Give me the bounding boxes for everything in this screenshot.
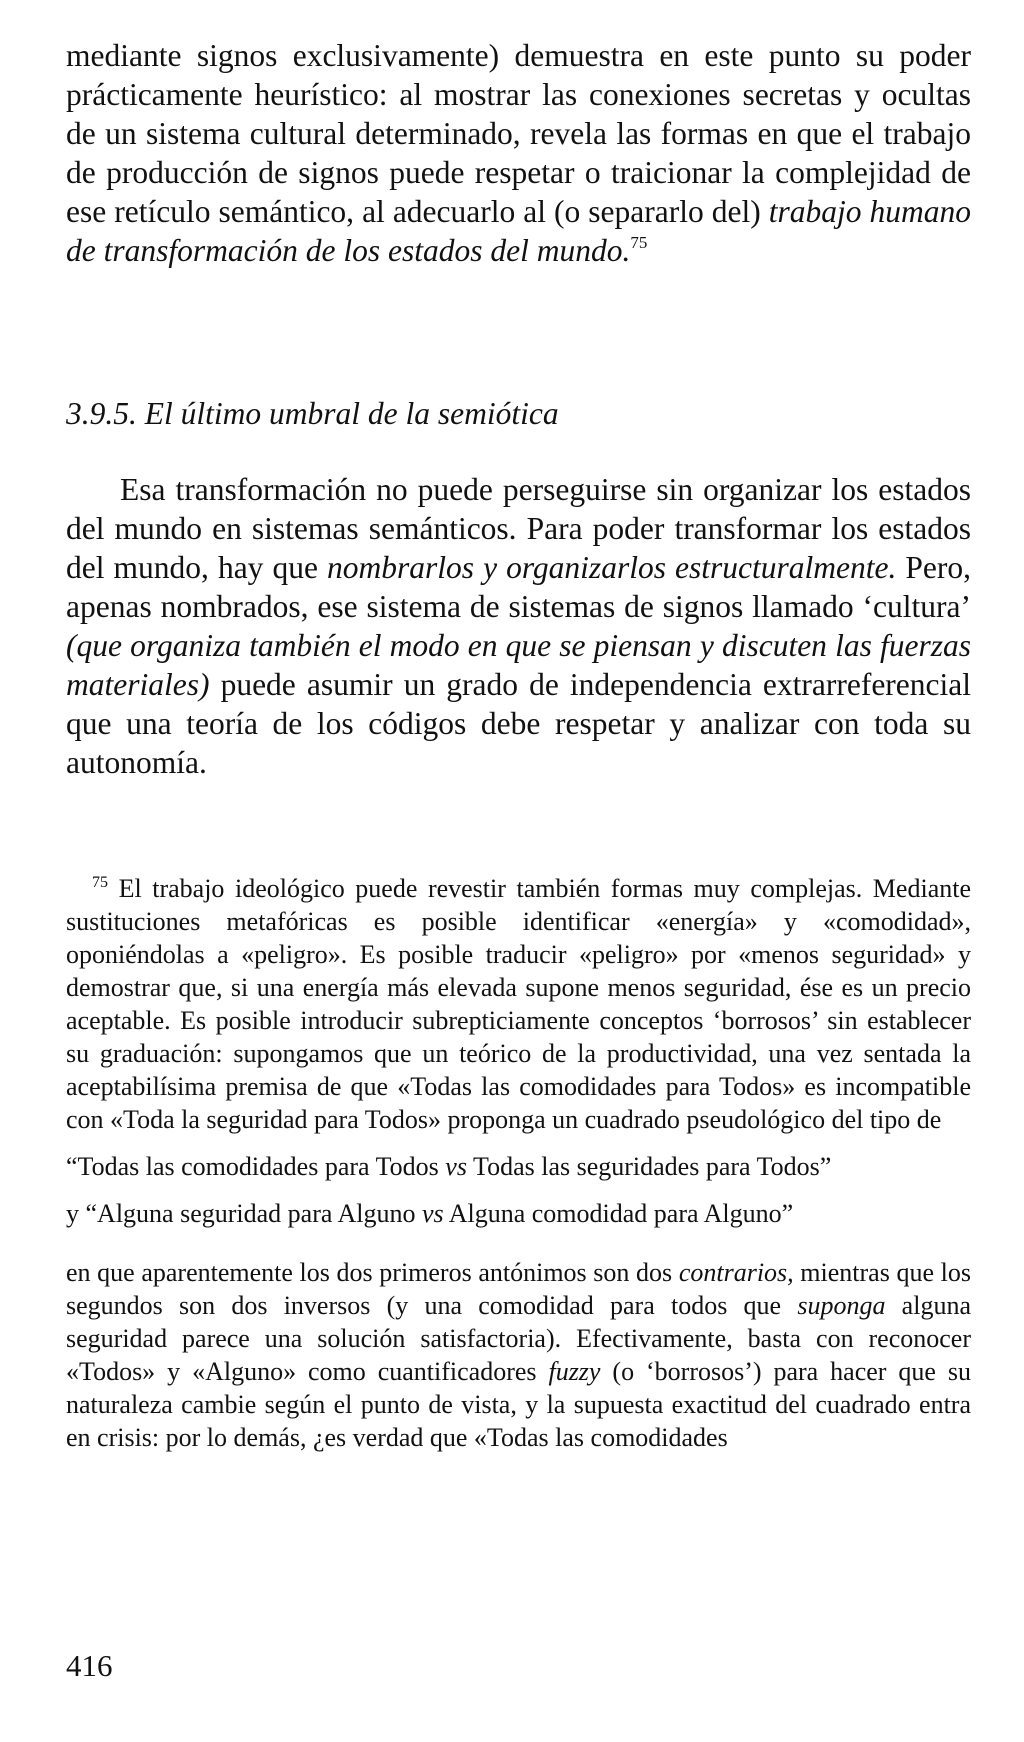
paragraph-text: Pero, apenas nombrados, ese sistema de sistemas de signos llamado ‘cultura’ xyxy=(66,550,971,624)
paragraph-italic-text: trabajo humano de transformación de los estados del mundo. xyxy=(66,194,971,268)
footnote-number: 75 xyxy=(92,874,108,891)
paragraph-text: Esa transformación no puede perseguirse sin organizar los estados del mundo en sistemas semánticos. Para poder transformar los estados del mundo, hay que xyxy=(66,472,971,585)
footnote-reference[interactable]: 75 xyxy=(630,233,648,252)
footnote-text xyxy=(66,872,971,1136)
footnote-quote-2: y “Alguna seguridad para Alguno vs Alguna comodidad para Alguno” xyxy=(66,1199,794,1228)
footnote xyxy=(66,872,971,1454)
paragraph-text: mediante signos exclusivamente) demuestra en este punto su poder prácticamente heurístico: al mostrar las conexiones secretas y ocultas de un sistema cultural determinado, revela las formas en que el trabajo de producción de signos puede respetar o traicionar la complejidad de ese retículo semántico, al adecuarlo al (o separarlo del) xyxy=(66,38,971,229)
paragraph-continued xyxy=(66,36,971,270)
footnote-body: El trabajo ideológico puede revestir también formas muy complejas. Mediante sustituciones metafóricas es posible identificar «energía» y «comodidad», oponiéndolas a «peligro». Es posible traducir «peligro» por «menos seguridad» y demostrar que, si una energía más elevada supone menos seguridad, ése es un precio aceptable. Es posible introducir subrepticiamente conceptos ‘borrosos’ sin establecer su graduación: supongamos que un teórico de la productividad, una vez sentada la aceptabilísima premisa de que «Todas las comodidades para Todos» es incompatible con «Toda la seguridad para Todos» proponga un cuadrado pseudológico del tipo de xyxy=(66,874,971,1134)
section-heading: 3.9.5. El último umbral de la semiótica xyxy=(66,396,559,431)
paragraph-text: puede asumir un grado de independencia extrarreferencial que una teoría de los códigos debe respetar y analizar con toda su autonomía. xyxy=(66,667,971,780)
paragraph-italic-text: (que organiza también el modo en que se piensan y discuten las fuerzas materiales) xyxy=(66,628,971,702)
paragraph-italic-text: nombrarlos y organizarlos estructuralmente. xyxy=(327,550,897,585)
footnote-continuation: en que aparentemente los dos primeros antónimos son dos contrarios, mientras que los segundos son dos inversos (y una comodidad para todos que suponga alguna seguridad parece una solución satisfactoria). Efectivamente, basta con reconocer «Todos» y «Alguno» como cuantificadores fuzzy (o ‘borrosos’) para hacer que su naturaleza cambie según el punto de vista, y la supuesta exactitud del cuadrado entra en crisis: por lo demás, ¿es verdad que «Todas las comodidades xyxy=(66,1258,971,1452)
footnote-quote-1: “Todas las comodidades para Todos vs Todas las seguridades para Todos” xyxy=(66,1152,832,1181)
paragraph-section-start xyxy=(66,470,971,782)
page-number: 416 xyxy=(66,1648,113,1683)
